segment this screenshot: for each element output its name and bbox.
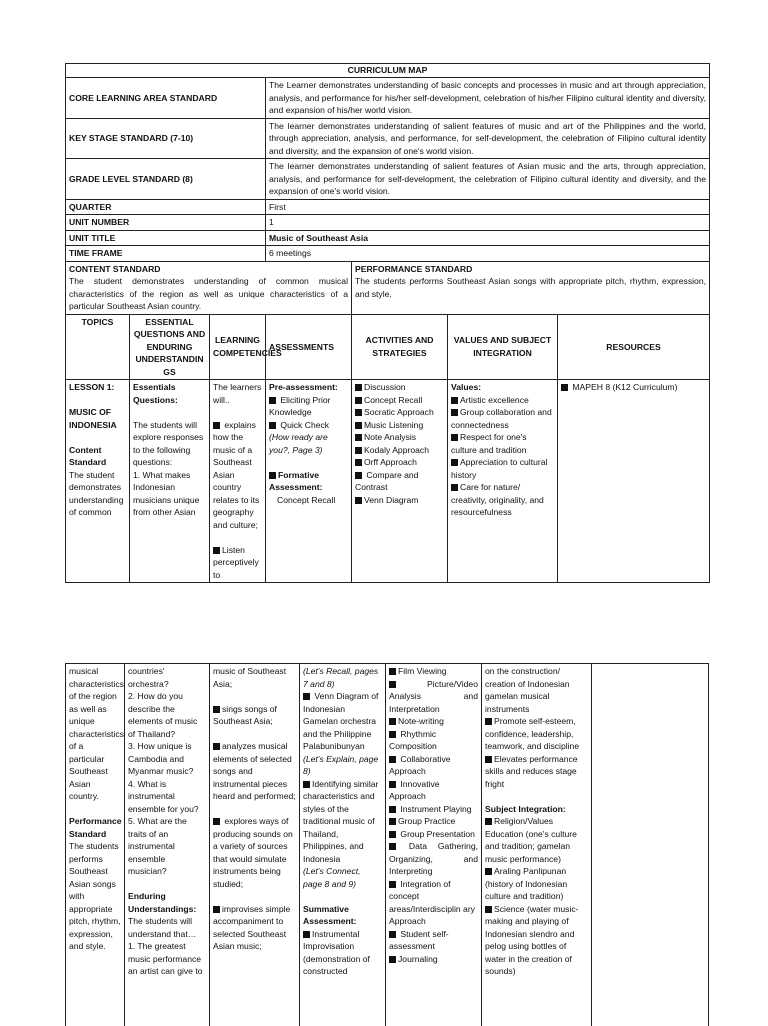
- curriculum-map-continuation: [65, 663, 709, 1026]
- bullet-icon: [389, 781, 396, 788]
- key-stage-text: The learner demonstrates understanding of salient features of music and art of the Philippines and the world, through appreciation, analysis, and performance, for self-development, the celebration of Filipino cultural identity and diversity, and the expansion of one's world vision.: [266, 118, 710, 159]
- activity-item: Music Listening: [364, 419, 424, 430]
- bullet-icon: [303, 931, 310, 938]
- bullet-icon: [213, 422, 220, 429]
- subject-item: Araling Panlipunan (history of Indonesian culture and tradition): [485, 866, 568, 901]
- assessment-reference: (Let's Explain, page 8): [303, 753, 379, 776]
- assessment-item: Instrumental Improvisation (demonstration of constructed: [303, 928, 370, 976]
- col-questions: ESSENTIAL QUESTIONS AND ENDURING UNDERSTANDIN GS: [130, 314, 210, 380]
- map-title: CURRICULUM MAP: [66, 64, 710, 78]
- bullet-icon: [355, 434, 362, 441]
- competency-item: analyzes musical elements of selected songs and instrumental pieces heard and performed;: [213, 741, 296, 801]
- assessment-item: Quick Check: [280, 419, 330, 430]
- values-cell: [448, 380, 558, 583]
- activities-cell-continued: [386, 664, 482, 1026]
- bullet-icon: [389, 668, 396, 675]
- bullet-icon: [451, 434, 458, 441]
- bullet-icon: [303, 781, 310, 788]
- value-item: on the construction/ creation of Indonesian gamelan musical instruments: [485, 666, 570, 714]
- col-assessments: ASSESSMENTS: [266, 314, 352, 380]
- value-item: Elevates performance skills and reduces stage fright: [485, 753, 578, 789]
- activity-item: Concept Recall: [364, 394, 423, 405]
- value-item: Promote self-esteem, confidence, leadership, teamwork, and discipline: [485, 716, 580, 751]
- questions-cell: [130, 380, 210, 583]
- competency-item: sings songs of Southeast Asia;: [213, 703, 277, 726]
- bullet-icon: [355, 384, 362, 391]
- topic-text: musical characteristics of the region as well as unique characteristics of a particular Southeast Asian country.: [69, 666, 124, 801]
- bullet-icon: [389, 681, 396, 688]
- value-item: Group collaboration and connectedness: [451, 407, 552, 430]
- assessment-item: Venn Diagram of Indonesian Gamelan orchestra and the Philippine Palabunibunyan: [303, 691, 379, 751]
- activity-item: Group Presentation: [400, 828, 475, 839]
- content-standard-label: CONTENT STANDARD: [69, 263, 161, 274]
- content-standard-text: The student demonstrates understanding of common musical characteristics of the region as well as unique characteristics of a particular Southeast Asian country.: [69, 276, 348, 311]
- questions-cell-continued: [125, 664, 210, 1026]
- activity-item: Venn Diagram: [364, 494, 419, 505]
- value-item: Care for nature/ creativity, originality, and resourcefulness: [451, 482, 544, 517]
- activity-item: Picture/Video Analysis and Interpretation: [389, 678, 478, 714]
- competency-intro: The learners will..: [213, 382, 262, 405]
- bullet-icon: [389, 718, 396, 725]
- assessment-reference: (Let's Recall, pages 7 and 8): [303, 666, 379, 689]
- understanding-intro: The students will understand that…: [128, 916, 197, 939]
- value-item: Respect for one's culture and tradition: [451, 432, 527, 455]
- subject-item: Religion/Values Education (one's culture and tradition; gamelan music performance): [485, 816, 577, 864]
- bullet-icon: [355, 447, 362, 454]
- competency-item: explores ways of producing sounds on a variety of sources that would simulate instruments being studied;: [213, 816, 293, 889]
- subject-integration-heading: Subject Integration:: [485, 803, 566, 814]
- topics-cell: [66, 380, 130, 583]
- curriculum-map-table: [65, 63, 710, 583]
- time-frame-label: TIME FRAME: [66, 246, 266, 262]
- bullet-icon: [451, 459, 458, 466]
- activity-item: Orff Approach: [364, 457, 417, 467]
- assessment-reference: (Let's Connect, page 8 and 9): [303, 866, 361, 889]
- values-cell-continued: [482, 664, 592, 1026]
- bullet-icon: [389, 843, 396, 850]
- lesson-label: LESSON 1:: [69, 382, 115, 392]
- time-frame-value: 6 meetings: [266, 246, 710, 262]
- activity-item: Data Gathering, Organizing, and Interpreting: [389, 841, 478, 876]
- enduring-understandings-heading: Enduring Understandings:: [128, 891, 197, 914]
- bullet-icon: [213, 818, 220, 825]
- quarter-label: QUARTER: [66, 199, 266, 215]
- bullet-icon: [389, 756, 396, 763]
- resource-item: MAPEH 8 (K12 Curriculum): [572, 382, 678, 392]
- grade-level-text: The learner demonstrates understanding of salient features of Asian music and the arts, through appreciation, analysis, and performance for self-development, the celebration of Filipino cultural identity and diversity, and the expansion of one's world vision.: [266, 159, 710, 200]
- summative-heading: Summative Assessment:: [303, 903, 357, 926]
- activity-item: Collaborative Approach: [389, 753, 451, 776]
- bullet-icon: [213, 706, 220, 713]
- col-values: VALUES AND SUBJECT INTEGRATION: [448, 314, 558, 380]
- performance-standard-text: The students performs Southeast Asian songs with appropriate pitch, rhythm, expression, and style.: [355, 276, 706, 299]
- competency-item: explains how the music of a Southeast Asian country relates to its geography and culture;: [213, 419, 260, 530]
- bullet-icon: [389, 806, 396, 813]
- unit-title-label: UNIT TITLE: [66, 230, 266, 246]
- bullet-icon: [485, 906, 492, 913]
- question-item: 5. What are the traits of an instrumental ensemble musician?: [128, 816, 187, 876]
- activity-item: Socratic Approach: [364, 407, 434, 417]
- topics-cell-continued: [66, 664, 125, 1026]
- bullet-icon: [561, 384, 568, 391]
- bullet-icon: [451, 397, 458, 404]
- col-resources: RESOURCES: [558, 314, 710, 380]
- bullet-icon: [485, 818, 492, 825]
- activity-item: Compare and Contrast: [355, 469, 419, 492]
- values-heading: Values:: [451, 382, 482, 392]
- activity-item: Innovative Approach: [389, 778, 440, 801]
- lesson-title: MUSIC OF INDONESIA: [69, 407, 117, 430]
- key-stage-label: KEY STAGE STANDARD (7-10): [66, 118, 266, 159]
- bullet-icon: [451, 484, 458, 491]
- bullet-icon: [389, 818, 396, 825]
- performance-standard-label: PERFORMANCE STANDARD: [355, 263, 473, 274]
- bullet-icon: [269, 397, 276, 404]
- assessment-reference: (How ready are you?, Page 3): [269, 432, 328, 455]
- activity-item: Note Analysis: [364, 432, 417, 442]
- value-item: Artistic excellence: [460, 394, 529, 405]
- competencies-cell: [210, 380, 266, 583]
- col-competencies: LEARNING COMPETENCIES: [210, 314, 266, 380]
- bullet-icon: [213, 743, 220, 750]
- topic-text: The student demonstrates understanding of common: [69, 469, 124, 517]
- competency-item: Listen perceptively to: [213, 544, 259, 580]
- unit-title-value: Music of Southeast Asia: [266, 230, 710, 246]
- bullet-icon: [389, 931, 396, 938]
- activity-item: Rhythmic Composition: [389, 728, 437, 751]
- assessments-cell-continued: [300, 664, 386, 1026]
- performance-standard-heading: Performance Standard: [69, 816, 122, 839]
- pre-assessment-heading: Pre-assessment:: [269, 382, 338, 392]
- bullet-icon: [389, 956, 396, 963]
- bullet-icon: [355, 409, 362, 416]
- bullet-icon: [485, 756, 492, 763]
- bullet-icon: [451, 409, 458, 416]
- topic-text: The students performs Southeast Asian songs with appropriate pitch, rhythm, expression, and style.: [69, 841, 121, 951]
- subject-item: Science (water music- making and playing of Indonesian slendro and pelog using bottles of water in the creation of sounds): [485, 903, 579, 976]
- activity-item: Kodaly Approach: [364, 444, 429, 455]
- bullet-icon: [485, 868, 492, 875]
- competencies-cell-continued: [210, 664, 300, 1026]
- activity-item: Instrument Playing: [400, 803, 472, 814]
- assessment-item: Concept Recall: [277, 494, 336, 505]
- activity-item: Note-writing: [398, 716, 444, 726]
- bullet-icon: [303, 693, 310, 700]
- question-item: 4. What is instrumental ensemble for you?: [128, 778, 199, 814]
- bullet-icon: [355, 459, 362, 466]
- understanding-item: 1. The greatest music performance an artist can give to: [128, 941, 203, 976]
- unit-number-value: 1: [266, 215, 710, 231]
- bullet-icon: [485, 718, 492, 725]
- bullet-icon: [389, 881, 396, 888]
- activity-item: Discussion: [364, 382, 406, 392]
- content-standard-heading: Content Standard: [69, 444, 107, 467]
- activity-item: Film Viewing: [398, 666, 447, 676]
- bullet-icon: [269, 422, 276, 429]
- bullet-icon: [389, 831, 396, 838]
- col-activities: ACTIVITIES AND STRATEGIES: [352, 314, 448, 380]
- question-item: 3. How unique is Cambodia and Myanmar music?: [128, 741, 194, 776]
- col-topics: TOPICS: [66, 314, 130, 380]
- unit-number-label: UNIT NUMBER: [66, 215, 266, 231]
- question-item: 1. What makes Indonesian musicians unique from other Asian: [133, 469, 200, 517]
- question-item: countries' orchestra?: [128, 666, 169, 689]
- bullet-icon: [389, 731, 396, 738]
- activity-item: Group Practice: [398, 816, 456, 826]
- activity-item: Student self-assessment: [389, 928, 449, 951]
- bullet-icon: [269, 472, 276, 479]
- competency-item: improvises simple accompaniment to selected Southeast Asian music;: [213, 903, 291, 951]
- core-standard-label: CORE LEARNING AREA STANDARD: [66, 78, 266, 119]
- activities-cell: [352, 380, 448, 583]
- activity-item: Integration of concept areas/Interdisciplin ary Approach: [389, 878, 475, 926]
- grade-level-label: GRADE LEVEL STANDARD (8): [66, 159, 266, 200]
- value-item: Appreciation to cultural history: [451, 457, 548, 480]
- bullet-icon: [355, 472, 362, 479]
- bullet-icon: [213, 906, 220, 913]
- question-item: 2. How do you describe the elements of music of Thailand?: [128, 691, 198, 739]
- core-standard-text: The Learner demonstrates understanding of basic concepts and processes in music and art through appreciation, analysis, and performance for his/her self-development, celebration of his/her Filipino cultural identity and diversity, and expansion of his/her world vision.: [266, 78, 710, 119]
- resources-cell-continued: [592, 664, 709, 1026]
- bullet-icon: [355, 397, 362, 404]
- quarter-value: First: [266, 199, 710, 215]
- assessments-cell: [266, 380, 352, 583]
- essential-questions-heading: Essentials Questions:: [133, 382, 178, 405]
- activity-item: Journaling: [398, 953, 438, 964]
- bullet-icon: [355, 422, 362, 429]
- question-intro: The students will explore responses to the following questions:: [133, 419, 204, 467]
- formative-heading: Formative Assessment:: [269, 469, 323, 492]
- assessment-item: Identifying similar characteristics and styles of the traditional music of Thailand, Philippines, and Indonesia: [303, 778, 379, 864]
- bullet-icon: [213, 547, 220, 554]
- bullet-icon: [355, 497, 362, 504]
- assessment-item: Eliciting Prior Knowledge: [269, 394, 331, 417]
- resources-cell: [558, 380, 710, 583]
- competency-item: music of Southeast Asia;: [213, 666, 287, 689]
